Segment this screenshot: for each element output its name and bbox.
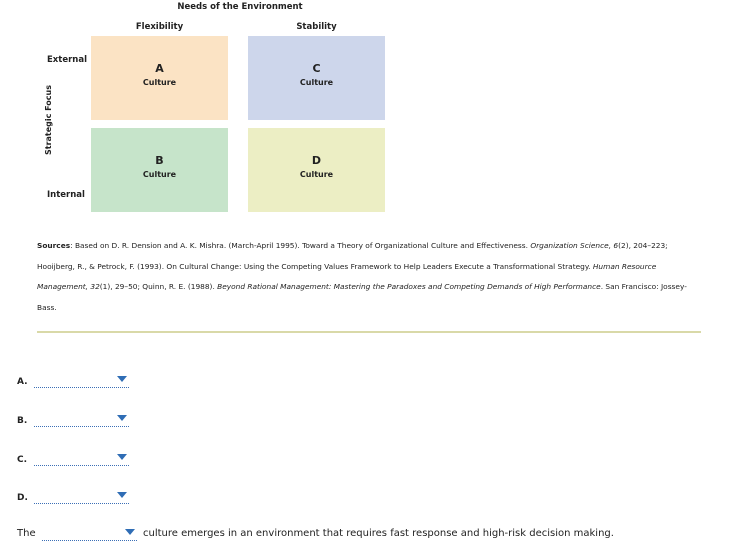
question-label-a: A.	[17, 377, 28, 387]
answer-dropdown-d[interactable]	[34, 490, 129, 504]
quadrant-b-label: Culture	[142, 170, 177, 179]
quadrant-b-letter: B	[155, 154, 164, 167]
quadrant-d	[248, 128, 385, 212]
chevron-down-icon	[117, 492, 127, 498]
question-label-b: B.	[17, 416, 28, 426]
question-label-c: C.	[17, 455, 28, 465]
quadrant-c	[248, 36, 385, 120]
quadrant-c-letter: C	[312, 62, 321, 75]
chevron-down-icon	[117, 376, 127, 382]
quadrant-d-letter: D	[311, 154, 322, 167]
figure-title: Needs of the Environment	[177, 2, 303, 12]
answer-dropdown-b[interactable]	[34, 413, 129, 427]
column-label-flexibility: Flexibility	[135, 22, 184, 32]
chevron-down-icon	[117, 454, 127, 460]
sources-text-3: (1), 29–50; Quinn, R. E. (1988).	[99, 282, 218, 291]
quadrant-a	[91, 36, 228, 120]
sources-text-1: : Based on D. R. Dension and A. K. Mishra. (March-April 1995). Toward a Theory of Organizational Culture and Effectiveness.	[70, 241, 531, 250]
sources-citation	[37, 236, 702, 318]
quadrant-a-label: Culture	[142, 78, 177, 87]
sources-journal-2: Human Resource Management, 32	[37, 261, 657, 291]
sentence-suffix: culture emerges in an environment that requires fast response and high-risk decision making.	[143, 528, 614, 539]
chevron-down-icon	[125, 529, 135, 535]
quadrant-b	[91, 128, 228, 212]
row-label-external: External	[47, 55, 88, 65]
answer-dropdown-c[interactable]	[34, 452, 129, 466]
axis-label-strategic-focus: Strategic Focus	[44, 85, 53, 156]
quadrant-a-letter: A	[155, 62, 164, 75]
sources-label: Sources	[37, 241, 71, 250]
sources-book-title: Beyond Rational Management: Mastering the Paradoxes and Competing Demands of High Performance	[217, 282, 601, 291]
sources-text-2: (2), 204–223; Hooijberg, R., & Petrock, F. (1993). On Cultural Change: Using the Competing Values Framework to Help Leaders Execute a Transformational Strategy.	[37, 241, 668, 271]
answer-dropdown-a[interactable]	[34, 374, 129, 388]
row-label-internal: Internal	[47, 190, 85, 200]
sentence-prefix: The	[17, 528, 36, 539]
question-label-d: D.	[17, 493, 28, 503]
chevron-down-icon	[117, 415, 127, 421]
sources-journal-1: Organization Science, 6	[530, 241, 619, 250]
column-label-stability: Stability	[296, 22, 337, 32]
quadrant-c-label: Culture	[299, 78, 334, 87]
sentence-answer-dropdown[interactable]	[42, 527, 137, 541]
section-divider	[37, 331, 701, 333]
quadrant-d-label: Culture	[299, 170, 334, 179]
sources-text-4: . San Francisco: Jossey-Bass.	[37, 282, 687, 312]
